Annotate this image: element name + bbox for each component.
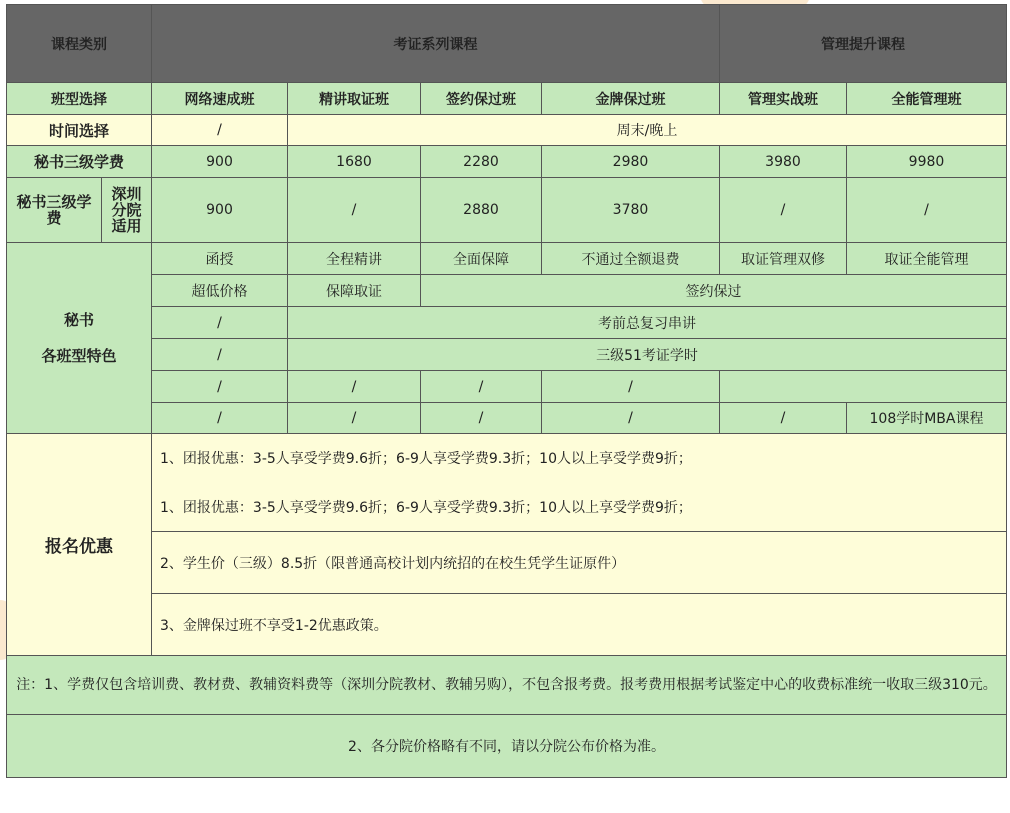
header-row (7, 5, 1007, 83)
feature-cell: / (421, 403, 542, 434)
feature-cell: / (288, 403, 421, 434)
discount-item: 2、学生价（三级）8.5折（限普通高校计划内统招的在校生凭学生证原件） (152, 532, 1007, 594)
feature-cell: / (542, 403, 720, 434)
fee-value: 9980 (847, 146, 1007, 178)
feature-cell: / (152, 403, 288, 434)
feature-row-4 (7, 339, 1007, 371)
shenzhen-fee-value: / (288, 178, 421, 243)
feature-cell: 取证全能管理 (847, 243, 1007, 275)
discount-row-1b (7, 483, 1007, 532)
time-label: 时间选择 (7, 115, 152, 146)
class-mgmt-practice: 管理实战班 (720, 83, 847, 115)
feature-cell: / (720, 403, 847, 434)
feature-cell: 签约保过 (421, 275, 1007, 307)
course-price-table (6, 4, 1007, 778)
branch-price-note: 2、各分院价格略有不同，请以分院公布价格为准。 (7, 715, 1007, 778)
feature-cell: / (288, 371, 421, 403)
feature-cell: 108学时MBA课程 (847, 403, 1007, 434)
feature-cell: / (152, 307, 288, 339)
fee-value: 1680 (288, 146, 421, 178)
shenzhen-fee-row (7, 178, 1007, 243)
feature-cell: 全面保障 (421, 243, 542, 275)
time-network: / (152, 115, 288, 146)
discount-label: 报名优惠 (7, 434, 152, 656)
shenzhen-fee-value: / (847, 178, 1007, 243)
feature-cell: 函授 (152, 243, 288, 275)
features-label-line1: 秘书 (63, 311, 94, 329)
discount-item: 1、团报优惠：3-5人享受学费9.6折；6-9人享受学费9.3折；10人以上享受学费9折； (152, 434, 1007, 483)
shenzhen-fee-value: / (720, 178, 847, 243)
class-gold: 金牌保过班 (542, 83, 720, 115)
fee-label: 秘书三级学费 (7, 146, 152, 178)
shenzhen-sub-label: 深圳分院适用 (102, 178, 152, 243)
shenzhen-fee-label: 秘书三级学费 (7, 178, 102, 243)
shenzhen-fee-value: 900 (152, 178, 288, 243)
discount-row-1a (7, 434, 1007, 483)
features-label (7, 243, 152, 434)
shenzhen-fee-value: 3780 (542, 178, 720, 243)
feature-row-3 (7, 307, 1007, 339)
note-row-2 (7, 715, 1007, 778)
time-others: 周末/晚上 (288, 115, 1007, 146)
class-network: 网络速成班 (152, 83, 288, 115)
fee-note: 注：1、学费仅包含培训费、教材费、教辅资料费等（深圳分院教材、教辅另购），不包含报考费。报考费用根据考试鉴定中心的收费标准统一收取三级310元。 (7, 656, 1007, 715)
class-intensive: 精讲取证班 (288, 83, 421, 115)
class-type-row (7, 83, 1007, 115)
note-row-1 (7, 656, 1007, 715)
feature-cell: 保障取证 (288, 275, 421, 307)
course-category-header: 课程类别 (7, 5, 152, 83)
mgmt-series-header: 管理提升课程 (720, 5, 1007, 83)
discount-item: 3、金牌保过班不享受1-2优惠政策。 (152, 594, 1007, 656)
feature-cell: 不通过全额退费 (542, 243, 720, 275)
class-type-label: 班型选择 (7, 83, 152, 115)
feature-cell: / (152, 371, 288, 403)
feature-cell: / (542, 371, 720, 403)
feature-row-2 (7, 275, 1007, 307)
discount-row-3 (7, 594, 1007, 656)
feature-cell: 考前总复习串讲 (288, 307, 1007, 339)
feature-cell: / (152, 339, 288, 371)
features-label-line2: 各班型特色 (41, 347, 117, 365)
feature-cell: 三级51考证学时 (288, 339, 1007, 371)
feature-row-6 (7, 403, 1007, 434)
fee-value: 3980 (720, 146, 847, 178)
time-row (7, 115, 1007, 146)
class-contract: 签约保过班 (421, 83, 542, 115)
feature-row-5 (7, 371, 1007, 403)
feature-cell (720, 371, 1007, 403)
feature-cell: 超低价格 (152, 275, 288, 307)
shenzhen-fee-value: 2880 (421, 178, 542, 243)
class-full-mgmt: 全能管理班 (847, 83, 1007, 115)
feature-row-1 (7, 243, 1007, 275)
feature-cell: 全程精讲 (288, 243, 421, 275)
fee-value: 2980 (542, 146, 720, 178)
fee-value: 900 (152, 146, 288, 178)
feature-cell: / (421, 371, 542, 403)
cert-series-header: 考证系列课程 (152, 5, 720, 83)
fee-value: 2280 (421, 146, 542, 178)
discount-item: 1、团报优惠：3-5人享受学费9.6折；6-9人享受学费9.3折；10人以上享受学费9折； (152, 483, 1007, 532)
fee-row (7, 146, 1007, 178)
discount-row-2 (7, 532, 1007, 594)
feature-cell: 取证管理双修 (720, 243, 847, 275)
